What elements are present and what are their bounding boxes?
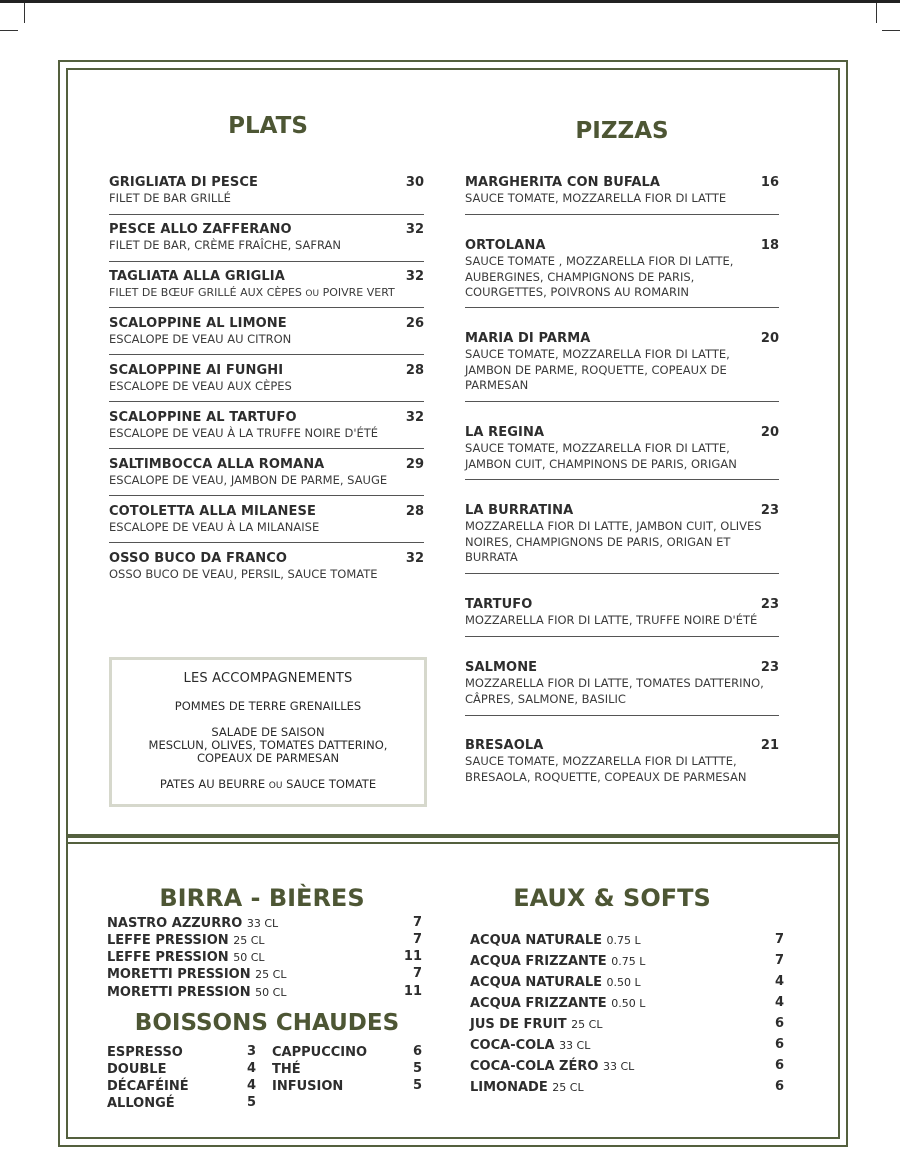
item-desc: ESCALOPE DE VEAU AUX CÈPES [109,379,292,393]
or-word: OU [305,289,320,299]
pizza-item [465,425,779,480]
soft-row [470,1037,590,1054]
plat-item [109,410,424,449]
item-name: SALTIMBOCCA ALLA ROMANA [109,457,325,472]
drink-price: 4 [774,974,784,989]
hot-drink-name: CAPPUCCINO [272,1045,368,1060]
item-name: GRIGLIATA DI PESCE [109,175,258,190]
item-name: MARGHERITA CON BUFALA [465,175,661,190]
hot-drink-name: THÉ [272,1062,301,1077]
drink-volume: 33 CL [602,1060,635,1073]
hot-drink-name: ALLONGÉ [107,1096,175,1111]
pizza-item [465,597,779,637]
plat-item [109,222,424,262]
accompagnement-line: POMMES DE TERRE GRENAILLES [174,699,362,713]
item-price: 28 [405,363,424,378]
item-desc: BURRATA [465,550,518,564]
pizza-item [465,175,779,215]
item-desc: JAMBON DE PARME, ROQUETTE, COPEAUX DE [465,362,727,377]
drink-volume: 50 CL [255,986,287,999]
crop-mark [882,30,900,31]
item-desc: CÂPRES, SALMONE, BASILIC [465,691,626,706]
pizza-item [465,738,779,790]
item-desc: COURGETTES, POIVRONS AU ROMARIN [465,285,689,299]
drink-price: 3 [246,1044,256,1059]
drink-name: ACQUA NATURALE [470,975,602,990]
item-price: 29 [405,457,424,472]
crop-mark [24,3,25,23]
pizza-item [465,238,779,308]
item-price: 32 [405,222,424,237]
drink-price: 4 [246,1061,256,1076]
drink-volume: 25 CL [233,934,265,947]
drink-volume: 33 CL [246,917,279,930]
item-desc: AUBERGINES, CHAMPIGNONS DE PARIS, [465,269,695,284]
item-name: SCALOPPINE AL LIMONE [109,316,287,331]
hot-drink-name: DÉCAFÉINÉ [107,1079,189,1094]
item-price: 32 [405,410,424,425]
item-price: 23 [760,597,779,612]
drink-price: 7 [774,953,784,968]
accompagnement-line [112,778,424,793]
accompagnement-line: SALADE DE SAISON [211,725,325,739]
accompagnement-line: MESCLUN, OLIVES, TOMATES DATTERINO, [148,738,388,752]
hot-drink-name: ESPRESSO [107,1045,183,1060]
item-desc: SAUCE TOMATE, MOZZARELLA FIOR DI LATTE, [465,441,730,455]
plat-item [109,504,424,543]
drink-price: 4 [246,1078,256,1093]
item-name: TARTUFO [465,597,533,612]
drink-volume: 25 CL [255,968,287,981]
plat-item [109,457,424,496]
drink-volume: 0.75 L [606,934,641,947]
item-desc: ESCALOPE DE VEAU, JAMBON DE PARME, SAUGE [109,473,388,487]
pizzas-title: PIZZAS [575,118,669,144]
drink-price: 6 [774,1058,784,1073]
item-price: 16 [760,175,779,190]
item-name: BRESAOLA [465,738,544,753]
drink-price: 5 [412,1078,422,1093]
accompagnements-title: LES ACCOMPAGNEMENTS [183,671,353,686]
plat-item [109,269,424,308]
item-desc: MOZZARELLA FIOR DI LATTE, TRUFFE NOIRE D'ÉTÉ [465,613,758,627]
item-desc-alt: POIVRE VERT [322,286,395,299]
chaudes-title: BOISSONS CHAUDES [134,1010,400,1036]
item-desc: BRESAOLA, ROQUETTE, COPEAUX DE PARMESAN [465,769,747,784]
hot-drink-name: INFUSION [272,1079,344,1094]
drink-name: ACQUA NATURALE [470,933,602,948]
or-word: OU [268,781,283,791]
drink-volume: 0.50 L [606,976,641,989]
item-name: LA BURRATINA [465,503,574,518]
item-name: SCALOPPINE AI FUNGHI [109,363,284,378]
drink-volume: 50 CL [233,951,265,964]
item-name: SCALOPPINE AL TARTUFO [109,410,297,425]
beer-row [107,984,286,1001]
item-name: LA REGINA [465,425,545,440]
item-price: 20 [760,425,779,440]
item-desc [109,285,424,303]
drink-name: COCA-COLA ZÉRO [470,1059,599,1074]
item-desc: ESCALOPE DE VEAU À LA MILANAISE [109,520,320,534]
drink-name: LEFFE PRESSION [107,933,229,948]
top-rule [0,0,900,3]
accompagnement-text: SAUCE TOMATE [286,777,377,791]
pizza-item [465,660,779,716]
hot-drink-name: DOUBLE [107,1062,167,1077]
plat-item [109,175,424,215]
soft-row [470,1079,584,1096]
item-desc: FILET DE BAR, CRÈME FRAÎCHE, SAFRAN [109,238,341,252]
beer-row [107,915,278,932]
item-desc: NOIRES, CHAMPIGNONS DE PARIS, ORIGAN ET [465,534,731,549]
drink-name: COCA-COLA [470,1038,555,1053]
drink-name: NASTRO AZZURRO [107,916,243,931]
drink-price: 6 [774,1016,784,1031]
drink-price: 5 [246,1095,256,1110]
soft-row [470,1058,634,1075]
item-desc: MOZZARELLA FIOR DI LATTE, TOMATES DATTERINO, [465,676,764,690]
item-name: OSSO BUCO DA FRANCO [109,551,288,566]
item-name: TAGLIATA ALLA GRIGLIA [109,269,285,284]
soft-row [470,932,641,949]
item-price: 18 [760,238,779,253]
drink-price: 6 [774,1037,784,1052]
crop-mark [0,30,18,31]
item-price: 23 [760,660,779,675]
drink-volume: 0.75 L [611,955,646,968]
drink-volume: 25 CL [571,1018,603,1031]
drink-price: 7 [412,966,422,981]
section-divider [66,834,840,838]
drink-price: 11 [403,984,422,999]
plat-item [109,316,424,355]
item-price: 26 [405,316,424,331]
bieres-title: BIRRA - BIÈRES [159,884,365,912]
pizza-item [465,331,779,402]
drink-name: MORETTI PRESSION [107,985,251,1000]
accompagnement-text: PATES AU BEURRE [159,777,266,791]
drink-name: JUS DE FRUIT [470,1017,567,1032]
item-price: 30 [405,175,424,190]
accompagnements-box [109,657,427,807]
item-price: 20 [760,331,779,346]
section-divider-thin [66,842,840,844]
item-price: 32 [405,551,424,566]
plat-item [109,363,424,402]
drink-price: 7 [412,932,422,947]
item-desc: PARMESAN [465,378,529,392]
item-name: SALMONE [465,660,538,675]
item-desc: ESCALOPE DE VEAU AU CITRON [109,332,292,346]
item-desc: SAUCE TOMATE, MOZZARELLA FIOR DI LATTE, [465,347,730,361]
drink-price: 11 [403,949,422,964]
soft-row [470,974,641,991]
pizza-item [465,503,779,574]
plat-item [109,551,424,587]
item-name: COTOLETTA ALLA MILANESE [109,504,316,519]
item-desc: SAUCE TOMATE, MOZZARELLA FIOR DI LATTTE, [465,754,737,768]
item-desc: FILET DE BAR GRILLÉ [109,191,231,205]
item-name: ORTOLANA [465,238,546,253]
crop-mark [876,3,877,23]
item-price: 32 [405,269,424,284]
item-desc: SAUCE TOMATE, MOZZARELLA FIOR DI LATTE [465,191,727,205]
item-desc: MOZZARELLA FIOR DI LATTE, JAMBON CUIT, OLIVES [465,519,762,533]
item-desc-main: FILET DE BŒUF GRILLÉ AUX CÈPES [109,286,302,299]
eaux-title: EAUX & SOFTS [513,884,711,912]
item-price: 23 [760,503,779,518]
beer-row [107,966,286,983]
item-desc: JAMBON CUIT, CHAMPINONS DE PARIS, ORIGAN [465,456,737,471]
item-desc: ESCALOPE DE VEAU À LA TRUFFE NOIRE D'ÉTÉ [109,426,379,440]
item-name: PESCE ALLO ZAFFERANO [109,222,292,237]
item-desc: OSSO BUCO DE VEAU, PERSIL, SAUCE TOMATE [109,567,378,581]
drink-name: ACQUA FRIZZANTE [470,954,607,969]
drink-name: LEFFE PRESSION [107,950,229,965]
beer-row [107,949,265,966]
soft-row [470,1016,602,1033]
drink-price: 7 [412,915,422,930]
drink-price: 7 [774,932,784,947]
item-desc: SAUCE TOMATE , MOZZARELLA FIOR DI LATTE, [465,254,734,268]
soft-row [470,995,645,1012]
item-price: 28 [405,504,424,519]
drink-volume: 0.50 L [611,997,646,1010]
drink-volume: 25 CL [552,1081,584,1094]
accompagnement-line: COPEAUX DE PARMESAN [196,751,340,765]
item-name: MARIA DI PARMA [465,331,591,346]
drink-name: LIMONADE [470,1080,548,1095]
drink-price: 4 [774,995,784,1010]
drink-name: MORETTI PRESSION [107,967,251,982]
drink-price: 6 [774,1079,784,1094]
item-price: 21 [760,738,779,753]
drink-price: 5 [412,1061,422,1076]
beer-row [107,932,265,949]
soft-row [470,953,645,970]
drink-price: 6 [412,1044,422,1059]
drink-name: ACQUA FRIZZANTE [470,996,607,1011]
drink-volume: 33 CL [559,1039,591,1052]
plats-title: PLATS [228,113,308,139]
